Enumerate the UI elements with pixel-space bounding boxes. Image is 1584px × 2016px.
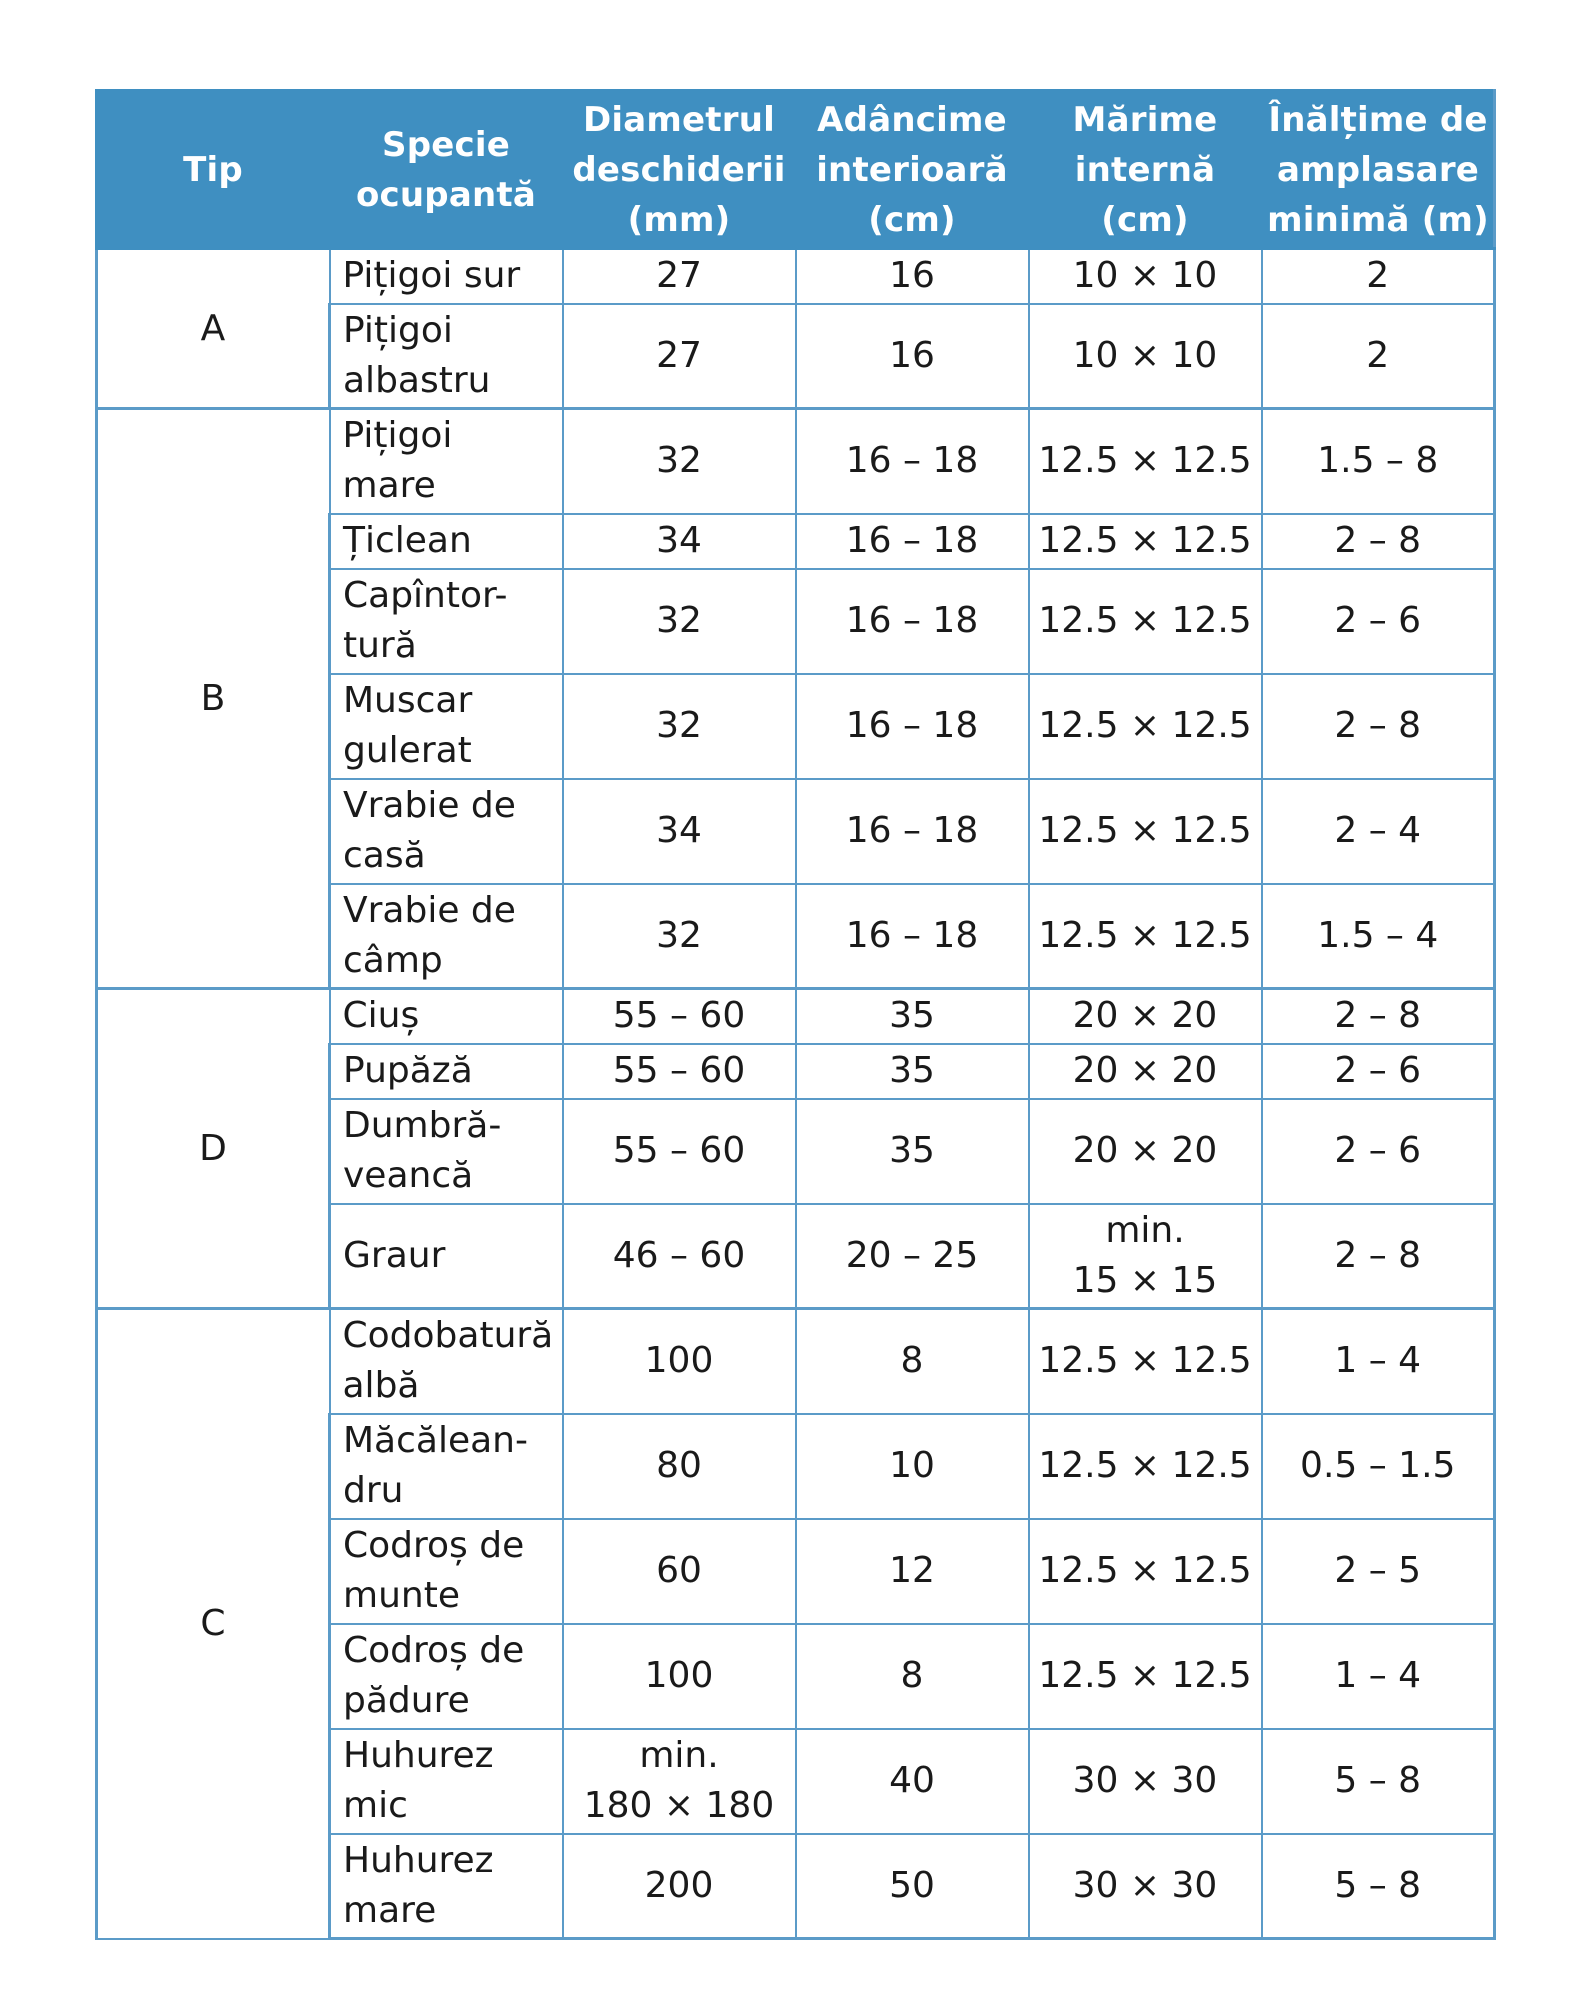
size-cell: 20 × 20 [1029, 1099, 1262, 1204]
diameter-cell: 80 [563, 1414, 796, 1519]
diameter-cell: 100 [563, 1624, 796, 1729]
species-cell: Pițigoi albastru [330, 304, 563, 409]
table-row [97, 989, 1495, 1044]
depth-cell: 16 – 18 [796, 779, 1029, 884]
size-cell: 12.5 × 12.5 [1029, 1309, 1262, 1414]
header-size: Mărime internă (cm) [1029, 91, 1262, 249]
size-cell: 10 × 10 [1029, 304, 1262, 409]
diameter-cell: 200 [563, 1834, 796, 1939]
height-cell: 1.5 – 8 [1262, 409, 1495, 514]
species-cell: Pupăză [330, 1044, 563, 1099]
tip-cell: A [97, 249, 330, 409]
diameter-cell: 32 [563, 409, 796, 514]
depth-cell: 20 – 25 [796, 1204, 1029, 1309]
table-row [97, 249, 1495, 304]
header-depth: Adâncime interioară (cm) [796, 91, 1029, 249]
depth-cell: 16 – 18 [796, 884, 1029, 989]
depth-cell: 35 [796, 1099, 1029, 1204]
height-cell: 0.5 – 1.5 [1262, 1414, 1495, 1519]
diameter-cell: 27 [563, 249, 796, 304]
nest-box-table [95, 89, 1496, 1940]
species-cell: Muscar gulerat [330, 674, 563, 779]
species-cell: Pițigoi sur [330, 249, 563, 304]
depth-cell: 16 – 18 [796, 514, 1029, 569]
size-cell: 12.5 × 12.5 [1029, 674, 1262, 779]
depth-cell: 16 – 18 [796, 674, 1029, 779]
species-cell: Ciuș [330, 989, 563, 1044]
species-cell: Pițigoi mare [330, 409, 563, 514]
height-cell: 2 – 6 [1262, 1099, 1495, 1204]
height-cell: 2 – 6 [1262, 1044, 1495, 1099]
size-cell: 12.5 × 12.5 [1029, 514, 1262, 569]
diameter-cell: 55 – 60 [563, 1099, 796, 1204]
species-cell: Dumbră- veancă [330, 1099, 563, 1204]
diameter-cell: 32 [563, 674, 796, 779]
diameter-cell: 27 [563, 304, 796, 409]
header-row [97, 91, 1495, 249]
species-cell: Măcălean- dru [330, 1414, 563, 1519]
size-cell: 12.5 × 12.5 [1029, 1414, 1262, 1519]
depth-cell: 16 [796, 304, 1029, 409]
height-cell: 2 – 6 [1262, 569, 1495, 674]
size-cell: 12.5 × 12.5 [1029, 779, 1262, 884]
height-cell: 2 – 8 [1262, 1204, 1495, 1309]
size-cell: 30 × 30 [1029, 1729, 1262, 1834]
size-cell: min. 15 × 15 [1029, 1204, 1262, 1309]
depth-cell: 8 [796, 1309, 1029, 1414]
depth-cell: 10 [796, 1414, 1029, 1519]
header-species: Specie ocupantă [330, 91, 563, 249]
table-row [97, 409, 1495, 514]
diameter-cell: 32 [563, 569, 796, 674]
tip-cell: D [97, 989, 330, 1309]
depth-cell: 40 [796, 1729, 1029, 1834]
depth-cell: 16 – 18 [796, 569, 1029, 674]
tip-cell: C [97, 1309, 330, 1939]
height-cell: 1 – 4 [1262, 1309, 1495, 1414]
height-cell: 2 – 4 [1262, 779, 1495, 884]
height-cell: 1 – 4 [1262, 1624, 1495, 1729]
height-cell: 1.5 – 4 [1262, 884, 1495, 989]
depth-cell: 35 [796, 1044, 1029, 1099]
size-cell: 12.5 × 12.5 [1029, 569, 1262, 674]
table-row [97, 1309, 1495, 1414]
height-cell: 2 – 8 [1262, 514, 1495, 569]
height-cell: 2 – 8 [1262, 674, 1495, 779]
depth-cell: 8 [796, 1624, 1029, 1729]
height-cell: 5 – 8 [1262, 1729, 1495, 1834]
size-cell: 10 × 10 [1029, 249, 1262, 304]
depth-cell: 16 – 18 [796, 409, 1029, 514]
header-tip: Tip [97, 91, 330, 249]
height-cell: 5 – 8 [1262, 1834, 1495, 1939]
depth-cell: 12 [796, 1519, 1029, 1624]
species-cell: Huhurez mic [330, 1729, 563, 1834]
diameter-cell: 60 [563, 1519, 796, 1624]
height-cell: 2 – 5 [1262, 1519, 1495, 1624]
diameter-cell: 46 – 60 [563, 1204, 796, 1309]
diameter-cell: 34 [563, 514, 796, 569]
species-cell: Codroș de munte [330, 1519, 563, 1624]
depth-cell: 50 [796, 1834, 1029, 1939]
height-cell: 2 – 8 [1262, 989, 1495, 1044]
species-cell: Graur [330, 1204, 563, 1309]
height-cell: 2 [1262, 249, 1495, 304]
size-cell: 12.5 × 12.5 [1029, 1624, 1262, 1729]
diameter-cell: min. 180 × 180 [563, 1729, 796, 1834]
diameter-cell: 100 [563, 1309, 796, 1414]
size-cell: 20 × 20 [1029, 1044, 1262, 1099]
species-cell: Capîntor- tură [330, 569, 563, 674]
species-cell: Codroș de pădure [330, 1624, 563, 1729]
depth-cell: 35 [796, 989, 1029, 1044]
diameter-cell: 32 [563, 884, 796, 989]
species-cell: Vrabie de casă [330, 779, 563, 884]
size-cell: 12.5 × 12.5 [1029, 884, 1262, 989]
species-cell: Huhurez mare [330, 1834, 563, 1939]
diameter-cell: 55 – 60 [563, 989, 796, 1044]
table-body [97, 249, 1495, 1939]
species-cell: Vrabie de câmp [330, 884, 563, 989]
tip-cell: B [97, 409, 330, 989]
size-cell: 30 × 30 [1029, 1834, 1262, 1939]
height-cell: 2 [1262, 304, 1495, 409]
depth-cell: 16 [796, 249, 1029, 304]
size-cell: 12.5 × 12.5 [1029, 409, 1262, 514]
diameter-cell: 34 [563, 779, 796, 884]
species-cell: Țiclean [330, 514, 563, 569]
size-cell: 20 × 20 [1029, 989, 1262, 1044]
diameter-cell: 55 – 60 [563, 1044, 796, 1099]
table-header [97, 91, 1495, 249]
header-height: Înălțime de amplasare minimă (m) [1262, 91, 1495, 249]
species-cell: Codobatură albă [330, 1309, 563, 1414]
size-cell: 12.5 × 12.5 [1029, 1519, 1262, 1624]
header-diameter: Diametrul deschiderii (mm) [563, 91, 796, 249]
